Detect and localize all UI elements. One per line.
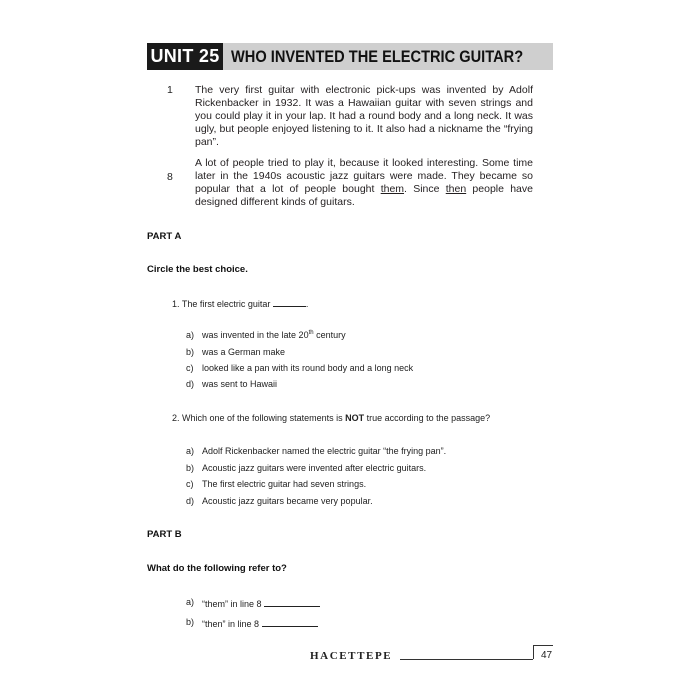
q2-option-d-label: d): [186, 496, 195, 506]
underlined-word-then: then: [445, 183, 467, 195]
q1-option-c-text: looked like a pan with its round body and a long neck: [202, 363, 414, 373]
publisher-brand: HACETTEPE: [310, 650, 393, 662]
passage-paragraph-1: [195, 84, 533, 149]
part-a-heading: PART A: [147, 231, 182, 242]
q1-option-d-label: d): [186, 379, 195, 389]
answer-blank: [264, 597, 320, 607]
page-number: 47: [541, 650, 553, 661]
q2-option-a-label: a): [186, 446, 195, 456]
q1-option-b-text: was a German make: [202, 347, 286, 357]
page-title: WHO INVENTED THE ELECTRIC GUITAR?: [231, 47, 524, 66]
unit-label: UNIT 25: [147, 43, 223, 70]
part-b-instruction: What do the following refer to?: [147, 563, 287, 574]
part-b-item-b: “then” in line 8: [202, 617, 318, 629]
part-b-item-b-label: b): [186, 617, 195, 627]
q1-option-a-label: a): [186, 330, 195, 340]
superscript-th: th: [308, 330, 314, 336]
q2-option-b-label: b): [186, 463, 195, 473]
paragraph-2-text-c: people have designed different kinds of guitars.: [195, 183, 533, 208]
q1-option-a-text: was invented in the late 20th century: [202, 330, 346, 340]
passage-paragraph-2: [195, 157, 533, 209]
part-b-heading: PART B: [147, 529, 182, 540]
q2-option-a-text: Adolf Rickenbacker named the electric guitar “the frying pan”.: [202, 446, 447, 456]
paragraph-2-text-a: A lot of people tried to play it, because it looked interesting. Some time later in the 1940s acoustic jazz guitars were made. They became so popular that a lot of people bought: [195, 157, 533, 195]
q2-option-d-text: Acoustic jazz guitars became very popular.: [202, 496, 373, 506]
line-number-1: 1: [167, 84, 173, 96]
q2-option-c-text: The first electric guitar had seven strings.: [202, 479, 367, 489]
part-b-item-a: “them” in line 8: [202, 597, 320, 609]
paragraph-1-text: The very first guitar with electronic pick-ups was invented by Adolf Rickenbacker in 1932. It was a Hawaiian guitar with seven strings and you could play it in your lap. It had a round body and a long neck. It was ugly, but people enjoyed listening to it. It also had a nickname the “frying pan”.: [195, 84, 533, 148]
footer-rule-vertical: [533, 645, 534, 659]
q1-option-d-text: was sent to Hawaii: [202, 379, 278, 389]
q2-option-c-label: c): [186, 479, 194, 489]
q1-option-b-label: b): [186, 347, 195, 357]
part-b-item-a-label: a): [186, 597, 195, 607]
underlined-word-them: them: [380, 183, 405, 195]
footer-rule: [400, 659, 533, 660]
question-1-text: 1. The first electric guitar: [172, 299, 271, 309]
answer-blank: [262, 617, 318, 627]
emphasis-not: NOT: [345, 413, 365, 423]
line-number-8: 8: [167, 171, 173, 183]
answer-blank: [273, 297, 306, 307]
q2-option-b-text: Acoustic jazz guitars were invented after electric guitars.: [202, 463, 427, 473]
q1-option-c-label: c): [186, 363, 194, 373]
question-2: 2. Which one of the following statements is NOT true according to the passage?: [172, 413, 491, 423]
paragraph-2-text-b: . Since: [404, 183, 446, 195]
question-1: 1. The first electric guitar .: [172, 299, 309, 309]
footer-rule-top: [533, 645, 553, 646]
part-a-instruction: Circle the best choice.: [147, 264, 248, 275]
